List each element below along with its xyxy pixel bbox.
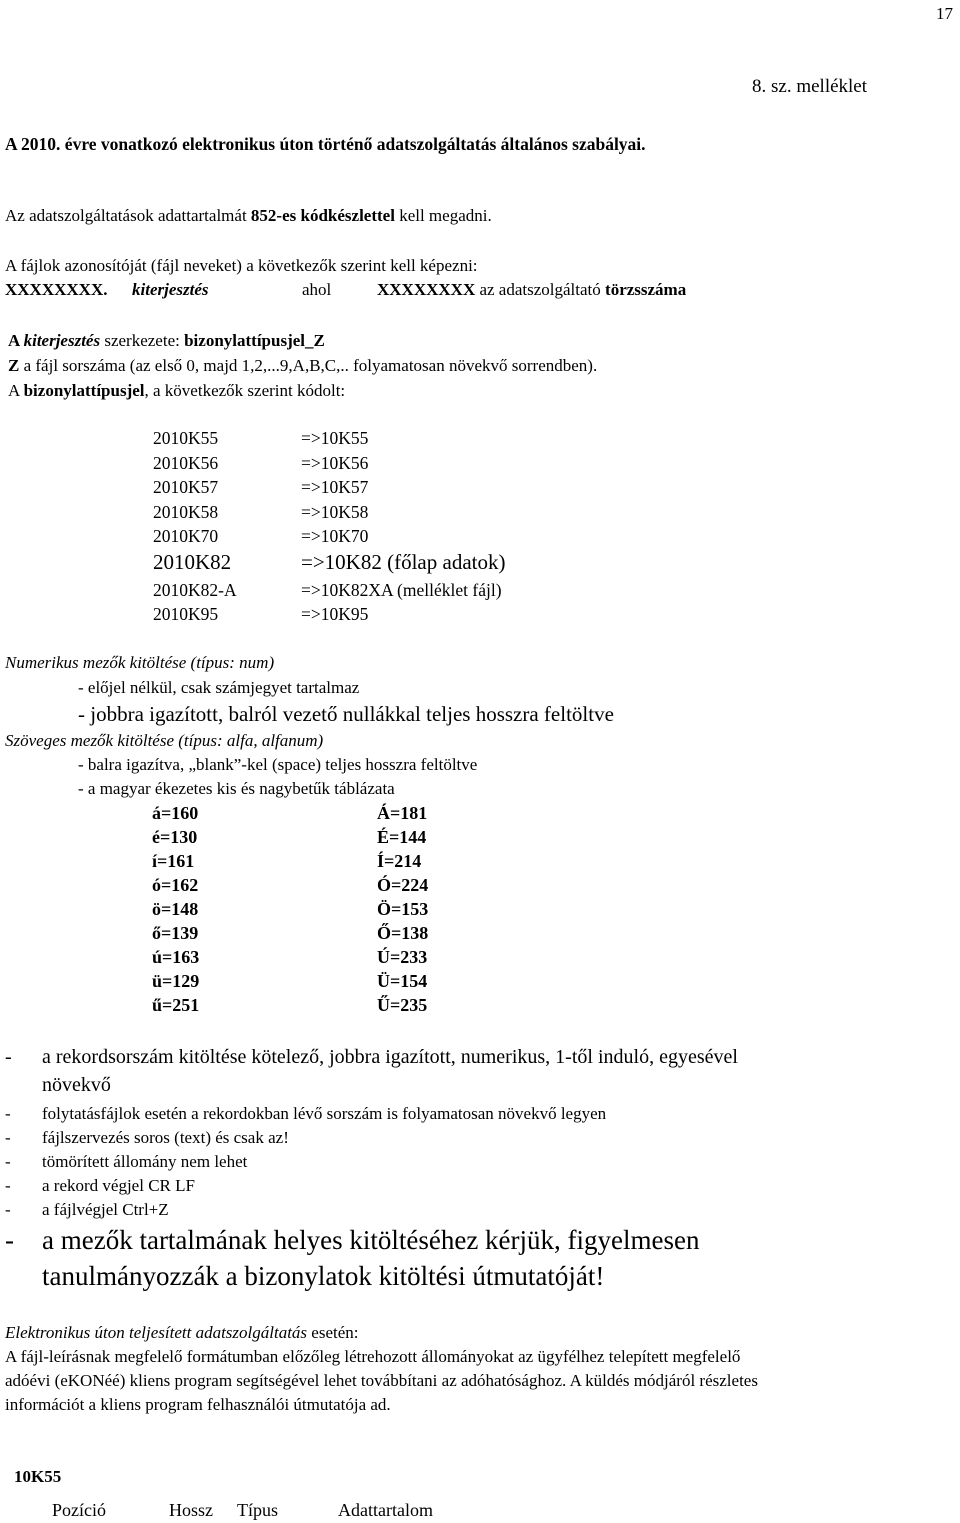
page-number: 17: [936, 4, 953, 23]
char-lower: é=130: [152, 827, 198, 847]
char-lower: ö=148: [152, 899, 199, 919]
code-value-cell: =>10K70: [301, 526, 369, 546]
char-lower: ó=162: [152, 875, 199, 895]
intro-paragraph-2: A fájlok azonosítóját (fájl neveket) a következők szerint kell képezni:: [5, 256, 478, 275]
code-cell: 2010K56: [153, 453, 219, 473]
list-item-text: a rekordsorszám kitöltése kötelező, jobbra igazított, numerikus, 1-től induló, egyesével: [42, 1046, 738, 1068]
doc-type-pattern: bizonylattípusjel_Z: [184, 331, 325, 350]
column-header-position: Pozíció: [52, 1500, 106, 1520]
electronic-heading: [5, 1323, 359, 1343]
ahol-label: ahol: [302, 280, 332, 299]
electronic-heading-italic: Elektronikus úton teljesített adatszolgáltatás: [5, 1323, 308, 1342]
bullet-dash: -: [5, 1225, 14, 1255]
extension-label: kiterjesztés: [132, 280, 209, 299]
electronic-paragraph-line: A fájl-leírásnak megfelelő formátumban előzőleg létrehozott állományokat az ügyfélhez telepített megfelelő: [5, 1347, 741, 1366]
char-lower: ü=129: [152, 971, 200, 991]
code-value-cell: =>10K58: [301, 502, 369, 522]
code-value-cell: =>10K55: [301, 428, 369, 448]
file-sequence-note: [8, 356, 597, 376]
code-cell: 2010K70: [153, 526, 219, 546]
code-cell: 2010K95: [153, 604, 219, 624]
char-upper: Ő=138: [377, 923, 429, 943]
char-lower: ú=163: [152, 947, 200, 967]
intro-text: A: [8, 381, 24, 400]
intro-text: a fájl sorszáma (az első 0, majd 1,2,...9,A,B,C,.. folyamatosan növekvő sorrendben).: [19, 356, 598, 375]
char-upper: Á=181: [377, 803, 428, 823]
intro-text: , a következők szerint kódolt:: [144, 381, 346, 400]
code-cell: 2010K57: [153, 477, 219, 497]
extension-structure: [8, 331, 325, 351]
table-header: [0, 1500, 960, 1522]
code-value-cell: =>10K82XA (melléklet fájl): [301, 580, 502, 600]
page-title: A 2010. évre vonatkozó elektronikus úton történő adatszolgáltatás általános szabályai.: [5, 134, 646, 154]
list-item-text: tanulmányozzák a bizonylatok kitöltési útmutatóját!: [42, 1261, 605, 1291]
bullet-dash: -: [5, 1104, 11, 1123]
bullet-dash: -: [5, 1152, 11, 1171]
column-header-length: Hossz: [169, 1500, 213, 1520]
char-upper: Í=214: [377, 851, 422, 871]
code-value-cell: =>10K82 (főlap adatok): [301, 550, 506, 574]
intro-text: A: [8, 331, 24, 350]
intro-text: az adatszolgáltató: [475, 280, 606, 299]
char-lower: á=160: [152, 803, 199, 823]
list-item-text: növekvő: [42, 1074, 111, 1096]
list-item-text: fájlszervezés soros (text) és csak az!: [42, 1128, 289, 1147]
char-lower: ő=139: [152, 923, 199, 943]
tax-id-label: törzsszáma: [605, 280, 687, 299]
bullet-dash: -: [5, 1200, 11, 1219]
char-lower: ű=251: [152, 995, 200, 1015]
code-cell: 2010K58: [153, 502, 219, 522]
text-item-2: - a magyar ékezetes kis és nagybetűk táblázata: [78, 779, 395, 798]
electronic-heading-text: esetén:: [307, 1323, 359, 1342]
code-cell: 2010K55: [153, 428, 219, 448]
numeric-heading: Numerikus mezők kitöltése (típus: num): [5, 653, 275, 672]
list-item-text: a mezők tartalmának helyes kitöltéséhez kérjük, figyelmesen: [42, 1225, 700, 1255]
bullet-dash: -: [5, 1128, 11, 1147]
code-cell: 2010K82: [153, 550, 232, 574]
intro-text: szerkezete:: [100, 331, 185, 350]
filename-pattern: [5, 280, 905, 302]
list-item-text: folytatásfájlok esetén a rekordokban lévő sorszám is folyamatosan növekvő legyen: [42, 1104, 607, 1123]
char-upper: Ú=233: [377, 947, 428, 967]
id-placeholder: XXXXXXXX: [377, 280, 476, 299]
intro-text: Az adatszolgáltatások adattartalmát: [5, 206, 251, 225]
code-value-cell: =>10K57: [301, 477, 369, 497]
doc-type-note: [8, 381, 345, 401]
bullet-dash: -: [5, 1046, 12, 1068]
list-item-text: a fájlvégjel Ctrl+Z: [42, 1200, 169, 1219]
bullet-dash: -: [5, 1176, 11, 1195]
code-value-cell: =>10K56: [301, 453, 369, 473]
electronic-paragraph-line: adóévi (eKONéé) kliens program segítségével lehet továbbítani az adóhatósághoz. A küldés módjáról részletes: [5, 1371, 758, 1390]
charset-label: 852-es kódkészlettel: [250, 206, 395, 225]
text-item-1: - balra igazítva, „blank”-kel (space) teljes hosszra feltöltve: [78, 755, 478, 774]
column-header-content: Adattartalom: [338, 1500, 433, 1520]
char-lower: í=161: [152, 851, 195, 871]
char-upper: Ö=153: [377, 899, 429, 919]
code-value-cell: =>10K95: [301, 604, 369, 624]
doc-type-label: bizonylattípusjel: [23, 381, 145, 400]
code-cell: 2010K82-A: [153, 580, 237, 600]
char-upper: Ű=235: [377, 995, 428, 1015]
text-heading: Szöveges mezők kitöltése (típus: alfa, alfanum): [5, 731, 324, 750]
list-item-text: a rekord végjel CR LF: [42, 1176, 195, 1195]
numeric-item-1: - előjel nélkül, csak számjegyet tartalmaz: [78, 678, 360, 697]
electronic-paragraph-line: információt a kliens program felhasználói útmutatója ad.: [5, 1395, 391, 1414]
char-upper: É=144: [377, 827, 427, 847]
intro-text: kell megadni.: [394, 206, 492, 225]
annex-label: 8. sz. melléklet: [752, 76, 868, 97]
intro-paragraph-1: [5, 206, 492, 226]
extension-label: kiterjesztés: [23, 331, 101, 350]
numeric-item-2: - jobbra igazított, balról vezető nullákkal teljes hosszra feltöltve: [78, 702, 614, 726]
char-upper: Ü=154: [377, 971, 428, 991]
char-upper: Ó=224: [377, 875, 429, 895]
z-label: Z: [8, 356, 20, 375]
section-code: 10K55: [14, 1467, 62, 1486]
filename-placeholder: XXXXXXXX.: [5, 280, 108, 299]
list-item-text: tömörített állomány nem lehet: [42, 1152, 248, 1171]
column-header-type: Típus: [237, 1500, 279, 1520]
